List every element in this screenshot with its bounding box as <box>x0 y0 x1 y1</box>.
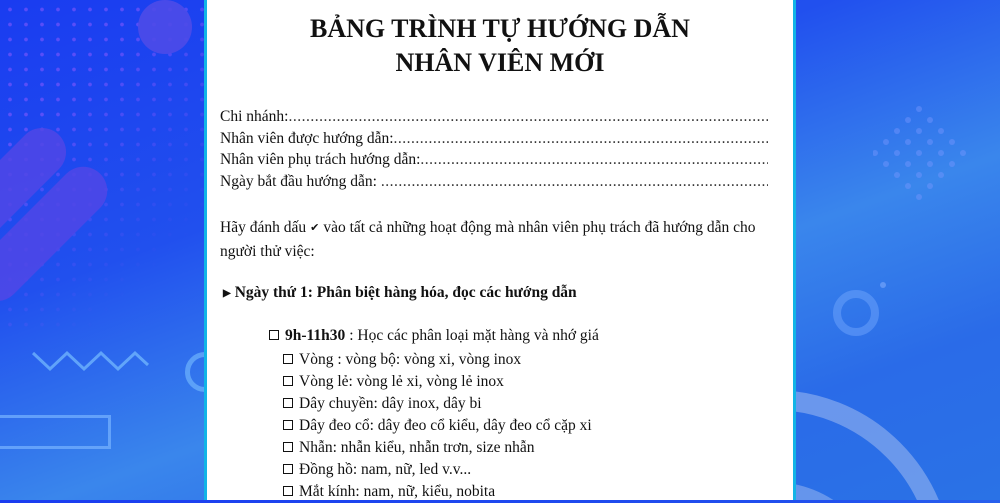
day-heading-text: Ngày thứ 1: Phân biệt hàng hóa, đọc các hướng dẫn <box>234 284 577 301</box>
checkbox[interactable] <box>283 354 293 364</box>
background-left-decoration <box>0 0 205 500</box>
form-fields <box>220 106 768 192</box>
session-checkbox-row[interactable] <box>269 327 599 345</box>
field-trainer[interactable] <box>220 149 768 171</box>
checklist-item[interactable] <box>283 415 592 437</box>
item-text: Đồng hồ: nam, nữ, led v.v... <box>299 461 472 478</box>
field-trainee[interactable] <box>220 128 768 150</box>
checklist-item[interactable] <box>283 349 592 371</box>
ring-decoration <box>185 352 205 392</box>
circle-decoration <box>138 0 192 54</box>
checklist-item[interactable] <box>283 459 592 481</box>
checklist-item[interactable] <box>283 371 592 393</box>
zigzag-decoration <box>30 345 150 375</box>
field-label: Chi nhánh: <box>220 108 289 125</box>
checkbox[interactable] <box>283 376 293 386</box>
field-blank-line[interactable] <box>381 171 768 193</box>
document-page <box>204 0 796 500</box>
checkbox[interactable] <box>269 330 279 340</box>
title-line-1: BẢNG TRÌNH TỰ HƯỚNG DẪN <box>310 14 690 43</box>
field-start-date[interactable] <box>220 171 768 193</box>
field-blank-line[interactable] <box>394 128 768 150</box>
checkbox[interactable] <box>283 398 293 408</box>
rectangle-outline-decoration <box>0 415 111 449</box>
item-text: Vòng lẻ: vòng lẻ xi, vòng lẻ inox <box>299 373 504 390</box>
item-text: Nhẫn: nhẫn kiểu, nhẫn trơn, size nhẫn <box>299 439 535 456</box>
field-label: Nhân viên được hướng dẫn: <box>220 129 394 147</box>
field-blank-line[interactable] <box>288 106 768 128</box>
item-text: Dây đeo cổ: dây đeo cổ kiểu, dây đeo cổ cặp xi <box>299 417 592 434</box>
checkbox[interactable] <box>283 420 293 430</box>
item-text: Vòng : vòng bộ: vòng xi, vòng inox <box>299 351 522 368</box>
title-line-2: NHÂN VIÊN MỚI <box>395 48 605 77</box>
field-label: Nhân viên phụ trách hướng dẫn: <box>220 151 421 168</box>
dot-decoration <box>880 282 886 288</box>
checklist <box>283 349 592 503</box>
checklist-item[interactable] <box>283 393 592 415</box>
checkbox[interactable] <box>283 442 293 452</box>
day-1-heading <box>223 284 577 302</box>
session-time: 9h-11h30 <box>285 327 346 344</box>
item-text: Dây chuyền: dây inox, dây bi <box>299 395 482 412</box>
background-right-decoration <box>793 0 1000 500</box>
field-branch[interactable] <box>220 106 768 128</box>
check-mark-icon: ✔ <box>310 222 320 234</box>
triangle-bullet-icon: ▶ <box>223 287 231 299</box>
instruction-part-2: vào tất cả những hoạt động mà nhân viên phụ trách đã hướng dẫn cho người thử việc: <box>220 219 756 260</box>
item-text: Mắt kính: nam, nữ, kiểu, nobita <box>299 483 496 500</box>
ring-decoration <box>833 290 879 336</box>
instruction-part-1: Hãy đánh dấu <box>220 219 307 236</box>
instruction-text <box>220 216 770 264</box>
checkbox[interactable] <box>283 464 293 474</box>
arc-decoration <box>793 390 953 500</box>
checkbox[interactable] <box>283 486 293 496</box>
document-title <box>207 12 793 80</box>
diamond-dot-pattern <box>873 105 973 205</box>
checklist-item[interactable] <box>283 437 592 459</box>
field-label: Ngày bắt đầu hướng dẫn: <box>220 172 381 190</box>
session-description: : Học các phân loại mặt hàng và nhớ giá <box>345 327 599 344</box>
field-blank-line[interactable] <box>420 149 768 171</box>
